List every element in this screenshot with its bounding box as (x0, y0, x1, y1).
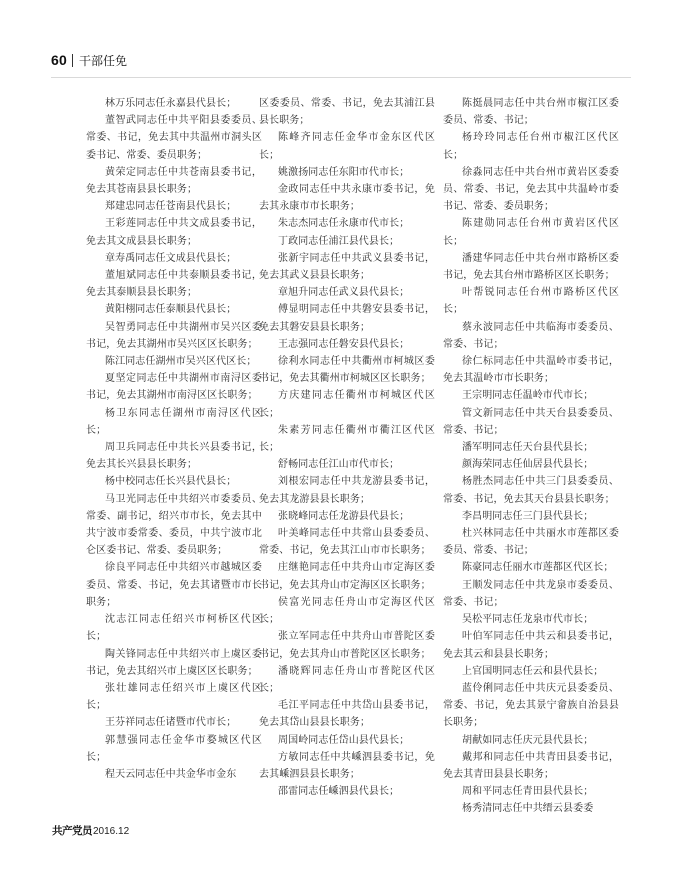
appointment-entry: 章寿禹同志任文成县代县长； (105, 252, 237, 264)
appointment-entry: 陈挺晨同志任中共台州市椒江区委委员、常委、书记； (443, 98, 619, 127)
appointment-entry: 朱志杰同志任永康市代市长； (278, 218, 410, 230)
appointment-entry: 王芬祥同志任诸暨市代市长； (105, 717, 237, 729)
appointment-entry: 程天云同志任中共金华市金东 (105, 768, 237, 780)
appointment-entry: 周国岭同志任岱山县代县长； (278, 734, 410, 746)
appointment-entry: 李昌明同志任三门县代县长； (462, 510, 594, 522)
appointment-entry: 王顺发同志任中共龙泉市委委员、常委、书记； (443, 579, 619, 608)
appointment-entry: 董智武同志任中共平阳县委委员、常委、书记，免去其中共温州市洞头区委书记、常委、委员职务； (86, 115, 262, 161)
appointment-entry: 陈豪同志任丽水市莲都区代区长； (462, 562, 614, 574)
appointment-entry: 上官国明同志任云和县代县长； (462, 665, 604, 677)
appointment-entry: 王宗明同志任温岭市代市长； (462, 390, 594, 402)
appointment-entry: 徐良平同志任中共绍兴市越城区委委员、常委、书记，免去其诸暨市市长职务； (86, 562, 262, 608)
page-number: 60 (51, 52, 67, 68)
appointment-entry: 戴邦和同志任中共青田县委书记，免去其青田县县长职务； (443, 751, 619, 780)
appointment-entry: 周卫兵同志任中共长兴县委书记，免去其长兴县县长职务； (86, 442, 262, 471)
appointment-entry: 张晓峰同志任龙游县代县长； (278, 510, 410, 522)
appointment-entry: 潘晓辉同志任舟山市普陀区代区长； (259, 665, 435, 694)
appointment-entry: 方庆建同志任衢州市柯城区代区长； (259, 390, 435, 419)
appointment-entry: 叶伯军同志任中共云和县委书记，免去其云和县县长职务； (443, 631, 619, 660)
appointment-entry: 刘根宏同志任中共龙游县委书记，免去其龙游县县长职务； (259, 476, 435, 505)
appointment-entry: 陈建勋同志任台州市黄岩区代区长； (443, 218, 619, 247)
appointment-entry: 管文新同志任中共天台县委委员、常委、书记； (443, 407, 619, 436)
appointment-entry: 徐淼同志任中共台州市黄岩区委委员、常委、书记，免去其中共温岭市委书记、常委、委员职务； (443, 166, 619, 213)
appointment-entry: 陶关锋同志任中共绍兴市上虞区委书记，免去其绍兴市上虞区区长职务； (86, 648, 262, 677)
appointment-entry: 杨卫东同志任湖州市南浔区代区长； (86, 407, 262, 436)
issue-date: 2016.12 (93, 826, 130, 837)
appointment-entry: 张立军同志任中共舟山市普陀区委书记，免去其舟山市普陀区区长职务； (259, 631, 435, 660)
appointment-entry: 张新宇同志任中共武义县委书记，免去其武义县县长职务； (259, 252, 435, 282)
appointment-entry: 胡献如同志任庆元县代县长； (462, 734, 594, 746)
appointment-entry: 马卫光同志任中共绍兴市委委员、常委、副书记，绍兴市市长，免去其中共宁波市委常委、委员，中共宁波市北仑区委书记、常委、委员职务； (86, 493, 262, 557)
appointment-entry: 颜海荣同志任仙居县代县长； (462, 459, 594, 471)
appointment-entry: 潘建华同志任中共台州市路桥区委书记，免去其台州市路桥区区长职务； (443, 252, 619, 282)
appointment-entry: 杨胜杰同志任中共三门县委委员、常委、书记，免去其天台县县长职务； (443, 476, 619, 505)
appointment-entry: 周和平同志任青田县代县长； (462, 786, 594, 798)
appointment-entry: 王彩莲同志任中共文成县委书记，免去其文成县县长职务； (86, 218, 262, 247)
appointment-entry: 舒畅同志任江山市代市长； (278, 459, 400, 471)
appointment-entry: 林万乐同志任永嘉县代县长； (105, 98, 237, 109)
magazine-logo: 共产党员 (52, 825, 92, 837)
appointment-entry: 徐仁标同志任中共温岭市委书记，免去其温岭市市长职务； (443, 356, 619, 385)
text-column-3 (443, 95, 619, 818)
appointment-entry: 张壮雄同志任绍兴市上虞区代区长； (86, 682, 262, 712)
appointment-entry: 方敏同志任中共嵊泗县委书记，免去其嵊泗县县长职务； (259, 751, 435, 780)
running-footer (52, 823, 129, 838)
appointment-entry: 金政同志任中共永康市委书记，免去其永康市市长职务； (259, 184, 435, 213)
appointment-entry: 朱素芳同志任衢州市衢江区代区长； (259, 424, 435, 454)
appointment-entry: 叶帮锐同志任台州市路桥区代区长； (443, 287, 619, 316)
appointment-entry: 区委委员、常委、书记，免去其浦江县县长职务； (259, 98, 435, 127)
appointment-entry: 邵雷同志任嵊泗县代县长； (278, 786, 400, 798)
appointment-entry: 夏坚定同志任中共湖州市南浔区委书记，免去其湖州市南浔区区长职务； (86, 373, 262, 402)
appointment-entry: 黄阳栩同志任泰顺县代县长； (105, 304, 237, 316)
text-column-2 (259, 95, 435, 800)
appointment-entry: 杨玲玲同志任台州市椒江区代区长； (443, 132, 619, 161)
section-title: 干部任免 (78, 53, 127, 68)
header-rule (51, 77, 631, 78)
appointment-entry: 丁政同志任浦江县代县长； (278, 235, 400, 247)
appointment-entry: 叶美峰同志任中共常山县委委员、常委、书记，免去其江山市市长职务； (259, 528, 435, 557)
running-header (51, 52, 127, 68)
appointment-entry: 王志强同志任磐安县代县长； (278, 338, 410, 350)
header-divider (72, 54, 73, 67)
appointment-entry: 吴松平同志任龙泉市代市长； (462, 614, 594, 626)
appointment-entry: 章旭升同志任武义县代县长； (278, 287, 410, 299)
appointment-entry: 傅显明同志任中共磐安县委书记，免去其磐安县县长职务； (259, 304, 435, 333)
appointment-entry: 沈志江同志任绍兴市柯桥区代区长； (86, 614, 262, 643)
text-column-1 (86, 95, 262, 783)
appointment-entry: 潘军明同志任天台县代县长； (462, 442, 594, 454)
appointment-entry: 毛江平同志任中共岱山县委书记，免去其岱山县县长职务； (259, 700, 435, 729)
appointment-entry: 杨中校同志任长兴县代县长； (105, 476, 237, 488)
appointment-entry: 徐利水同志任中共衢州市柯城区委书记，免去其衢州市柯城区区长职务； (259, 356, 435, 385)
appointment-entry: 陈江同志任湖州市吴兴区代区长； (105, 356, 257, 368)
appointment-entry: 侯富光同志任舟山市定海区代区长； (259, 596, 435, 626)
appointment-entry: 郭慧强同志任金华市婺城区代区长； (86, 734, 262, 763)
appointment-entry: 蔡永波同志任中共临海市委委员、常委、书记； (443, 321, 619, 350)
appointment-entry: 董旭斌同志任中共泰顺县委书记，免去其泰顺县县长职务； (86, 270, 262, 299)
appointment-entry: 杨秀清同志任中共缙云县委委 (462, 803, 594, 815)
appointment-entry: 黄荣定同志任中共苍南县委书记，免去其苍南县县长职务； (86, 166, 262, 196)
appointment-entry: 陈峰齐同志任金华市金东区代区长； (259, 132, 435, 161)
appointment-entry: 杜兴林同志任中共丽水市莲都区委委员、常委、书记； (443, 528, 619, 557)
appointment-entry: 姚激扬同志任东阳市代市长； (278, 166, 410, 178)
appointment-entry: 郑建忠同志任苍南县代县长； (105, 201, 237, 213)
appointment-entry: 蓝伶俐同志任中共庆元县委委员、常委、书记，免去其景宁畲族自治县县长职务； (443, 682, 619, 729)
appointment-entry: 庄继艳同志任中共舟山市定海区委书记，免去其舟山市定海区区长职务； (259, 562, 435, 591)
appointment-entry: 吴智勇同志任中共湖州市吴兴区委书记，免去其湖州市吴兴区区长职务； (86, 321, 262, 350)
